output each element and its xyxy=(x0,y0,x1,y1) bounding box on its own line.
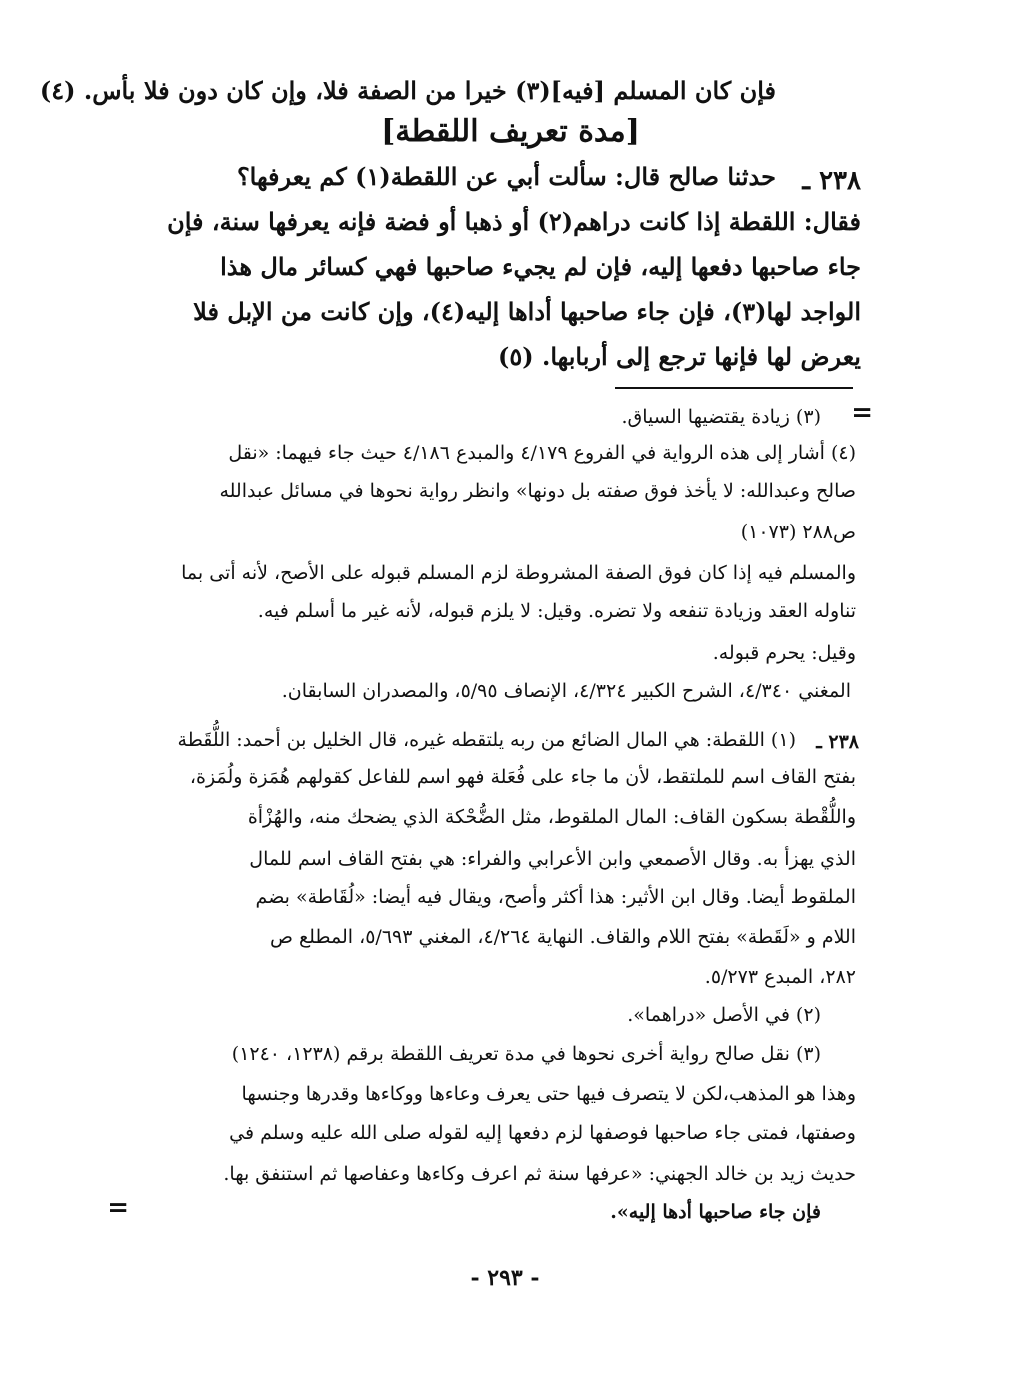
footnote-line-17: (٣) نقل صالح رواية أخرى نحوها في مدة تعريف اللقطة برقم (١٢٣٨، ١٢٤٠) xyxy=(231,1043,821,1065)
footnote-line-4: ص٢٨٨ (١٠٧٣) xyxy=(740,521,856,543)
end-marker: = xyxy=(107,1193,129,1223)
footnote-line-14: اللام و «لَقَطة» بفتح اللام والقاف. النهاية ٤/٢٦٤، المغني ٥/٦٩٣، المطلع ص xyxy=(269,926,856,948)
main-line-5: الواجد لها(٣)، فإن جاء صاحبها أداها إليه(٤)، وإن كانت من الإبل فلا xyxy=(193,297,861,326)
footnote-line-19: وصفتها، فمتى جاء صاحبها فوصفها لزم دفعها إليه لقوله صلى الله عليه وسلم في xyxy=(229,1122,856,1144)
footnote-line-6: تناوله العقد وزيادة تنفعه ولا تضره. وقيل: لا يلزم قبوله، لأنه غير ما أسلم فيه. xyxy=(257,600,856,622)
footnote-separator xyxy=(615,387,853,389)
footnote-line-1: (٣) زيادة يقتضيها السياق. xyxy=(621,406,821,428)
footnote-line-9: (١) اللقطة: هي المال الضائع من ربه يلتقطه غيره، قال الخليل بن أحمد: اللُّقَطة xyxy=(177,729,796,751)
footnote-line-8: المغني ٤/٣٤٠، الشرح الكبير ٤/٣٢٤، الإنصاف ٥/٩٥، والمصدران السابقان. xyxy=(281,680,851,702)
footnote-line-10: بفتح القاف اسم للملتقط، لأن ما جاء على فُعَلة فهو اسم للفاعل كقولهم هُمَزة ولُمَزة، xyxy=(189,766,856,788)
footnote-line-20: حديث زيد بن خالد الجهني: «عرفها سنة ثم اعرف وكاءها وعفاصها ثم استنفق بها. xyxy=(223,1163,856,1185)
footnote-line-21: فإن جاء صاحبها أدها إليه». xyxy=(610,1201,821,1223)
footnote-line-3: صالح وعبدالله: لا يأخذ فوق صفته بل دونها» وانظر رواية نحوها في مسائل عبدالله xyxy=(219,480,856,502)
footnote-line-16: (٢) في الأصل «دراهما». xyxy=(627,1004,821,1026)
main-line-6: يعرض لها فإنها ترجع إلى أربابها. (٥) xyxy=(498,342,861,371)
continuation-marker: = xyxy=(851,398,873,428)
footnote-line-7: وقيل: يحرم قبوله. xyxy=(712,642,856,664)
footnote-line-18: وهذا هو المذهب،لكن لا يتصرف فيها حتى يعرف وعاءها ووكاءها وقدرها وجنسها xyxy=(241,1083,856,1105)
footnote-line-13: الملقوط أيضا. وقال ابن الأثير: هذا أكثر وأصح، ويقال فيه أيضا: «لُقَاطة» بضم xyxy=(255,886,856,908)
footnote-line-11: واللُّقْطة بسكون القاف: المال الملقوط، مثل الضُّحْكة الذي يضحك منه، والهُزْأة xyxy=(247,806,856,828)
main-line-1: فإن كان المسلم [فيه](٣) خيرا من الصفة فلا، وإن كان دون فلا بأس. (٤) xyxy=(39,76,776,105)
main-line-3: فقال: اللقطة إذا كانت دراهم(٢) أو ذهبا أو فضة فإنه يعرفها سنة، فإن xyxy=(167,207,861,236)
section-title: [مدة تعريف اللقطة] xyxy=(381,114,640,149)
hadith-number: ٢٣٨ ـ xyxy=(802,166,861,196)
main-line-4: جاء صاحبها دفعها إليه، فإن لم يجيء صاحبها فهي كسائر مال هذا xyxy=(220,252,861,281)
footnote-hadith-number: ٢٣٨ ـ xyxy=(816,731,859,753)
footnote-line-15: ٢٨٢، المبدع ٥/٢٧٣. xyxy=(704,966,856,988)
footnote-line-12: الذي يهزأ به. وقال الأصمعي وابن الأعرابي والفراء: هي بفتح القاف اسم للمال xyxy=(249,848,856,870)
main-line-2: حدثنا صالح قال: سألت أبي عن اللقطة(١) كم يعرفها؟ xyxy=(236,162,776,191)
footnote-line-2: (٤) أشار إلى هذه الرواية في الفروع ٤/١٧٩ والمبدع ٤/١٨٦ حيث جاء فيهما: «نقل xyxy=(228,442,856,464)
page-number: - ٢٩٣ - xyxy=(470,1265,540,1291)
footnote-line-5: والمسلم فيه إذا كان فوق الصفة المشروطة لزم المسلم قبوله على الأصح، لأنه أتى بما xyxy=(181,562,856,584)
